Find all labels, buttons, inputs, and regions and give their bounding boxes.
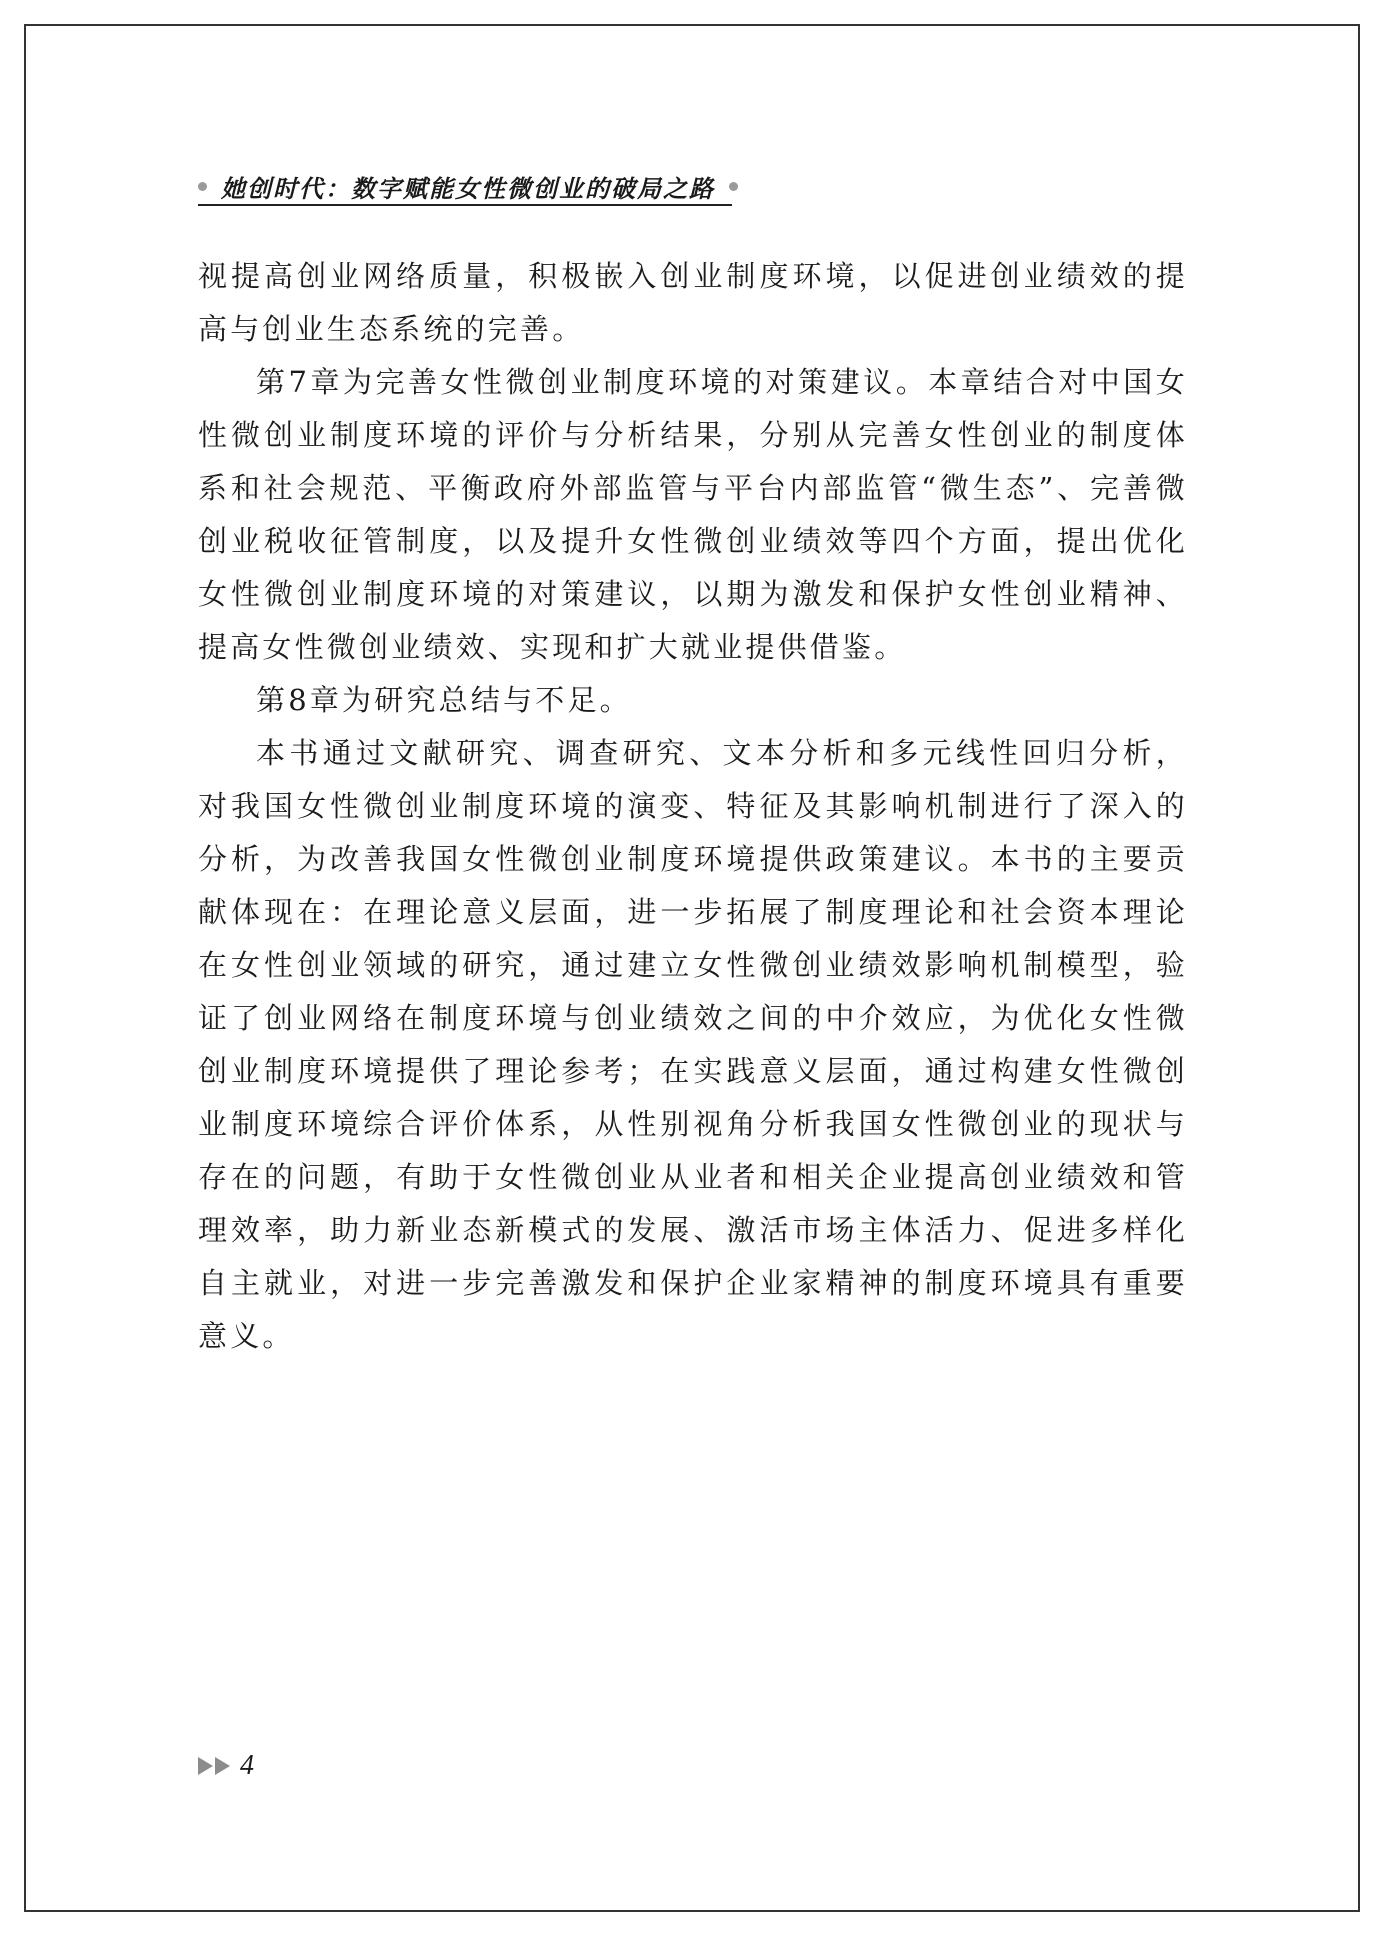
paragraph-3: 第8章为研究总结与不足。	[256, 683, 632, 717]
header-title: 她创时代：数字赋能女性微创业的破局之路	[221, 173, 715, 203]
paragraph-1: 视提高创业网络质量，积极嵌入创业制度环境，以促进创业绩效的提高与创业生态系统的完善。	[198, 259, 1188, 346]
running-header	[198, 166, 738, 206]
paragraph-2: 第7章为完善女性微创业制度环境的对策建议。本章结合对中国女性微创业制度环境的评价与分析结果，分别从完善女性创业的制度体系和社会规范、平衡政府外部监管与平台内部监管“微生态”、完善微创业税收征管制度，以及提升女性微创业绩效等四个方面，提出优化女性微创业制度环境的对策建议，以期为激发和保护女性创业精神、提高女性微创业绩效、实现和扩大就业提供借鉴。	[198, 365, 1188, 664]
body-text	[198, 250, 1188, 1363]
double-arrow-icon	[198, 1757, 230, 1775]
page-number: 4	[240, 1750, 254, 1781]
header-bullet-right	[729, 182, 738, 191]
header-rule	[198, 204, 732, 206]
page-footer	[198, 1750, 254, 1782]
header-bullet-left	[198, 182, 207, 191]
paragraph-4: 本书通过文献研究、调查研究、文本分析和多元线性回归分析，对我国女性微创业制度环境的演变、特征及其影响机制进行了深入的分析，为改善我国女性微创业制度环境提供政策建议。本书的主要贡献体现在：在理论意义层面，进一步拓展了制度理论和社会资本理论在女性创业领域的研究，通过建立女性微创业绩效影响机制模型，验证了创业网络在制度环境与创业绩效之间的中介效应，为优化女性微创业制度环境提供了理论参考；在实践意义层面，通过构建女性微创业制度环境综合评价体系，从性别视角分析我国女性微创业的现状与存在的问题，有助于女性微创业从业者和相关企业提高创业绩效和管理效率，助力新业态新模式的发展、激活市场主体活力、促进多样化自主就业，对进一步完善激发和保护企业家精神的制度环境具有重要意义。	[198, 736, 1188, 1353]
